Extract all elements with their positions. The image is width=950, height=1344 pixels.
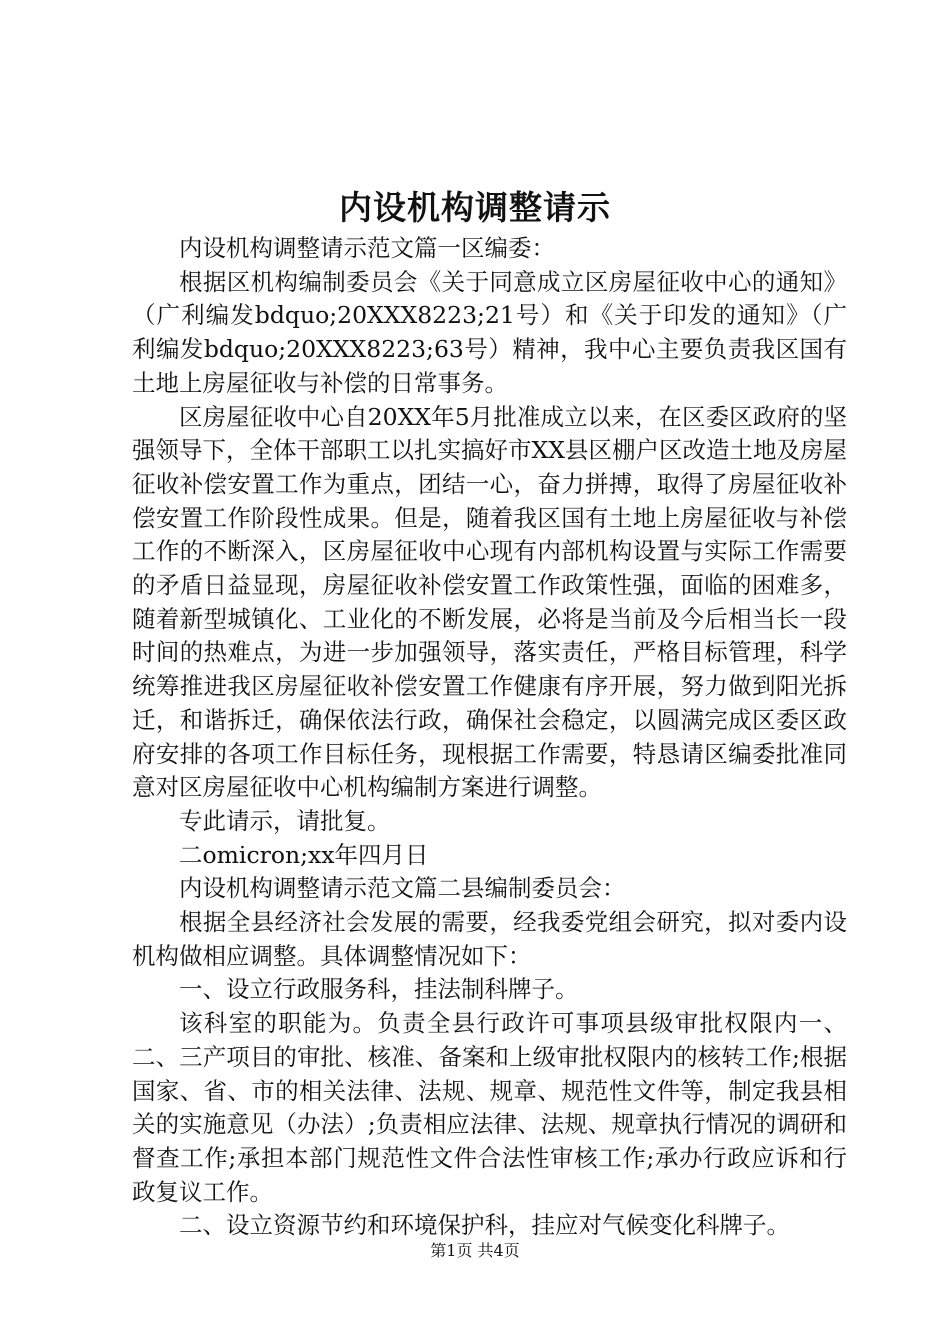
document-body — [132, 232, 847, 1243]
paragraph: 根据区机构编制委员会《关于同意成立区房屋征收中心的通知》（广利编发bdquo;20XXX8223;21号）和《关于印发的通知》（广利编发bdquo;20XXX8223;63号）精神，我中心主要负责我区国有土地上房屋征收与补偿的日常事务。 — [132, 267, 847, 397]
paragraph: 二、设立资源节约和环境保护科，挂应对气候变化科牌子。 — [179, 1211, 790, 1240]
paragraph: 一、设立行政服务科，挂法制科牌子。 — [179, 975, 579, 1004]
paragraph: 二omicron;xx年四月日 — [179, 840, 429, 869]
paragraph: 区房屋征收中心自20XX年5月批准成立以来，在区委区政府的坚强领导下，全体干部职工以扎实搞好市XX县区棚户区改造土地及房屋征收补偿安置工作为重点，团结一心，奋力拼搏，取得了房屋征收补偿安置工作阶段性成果。但是，随着我区国有土地上房屋征收与补偿工作的不断深入，区房屋征收中心现有内部机构设置与实际工作需要的矛盾日益显现，房屋征收补偿安置工作政策性强，面临的困难多，随着新型城镇化、工业化的不断发展，必将是当前及今后相当长一段时间的热难点，为进一步加强领导，落实责任，严格目标管理，科学统筹推进我区房屋征收补偿安置工作健康有序开展，努力做到阳光拆迁，和谐拆迁，确保依法行政，确保社会稳定，以圆满完成区委区政府安排的各项工作目标任务，现根据工作需要，特恳请区编委批准同意对区房屋征收中心机构编制方案进行调整。 — [132, 402, 847, 802]
paragraph: 内设机构调整请示范文篇二县编制委员会： — [179, 874, 626, 903]
document-title: 内设机构调整请示 — [339, 188, 611, 227]
paragraph: 该科室的职能为。负责全县行政许可事项县级审批权限内一、二、三产项目的审批、核准、备案和上级审批权限内的核转工作;根据国家、省、市的相关法律、法规、规章、规范性文件等，制定我县相关的实施意见（办法）;负责相应法律、法规、规章执行情况的调研和督查工作;承担本部门规范性文件合法性审核工作;承办行政应诉和行政复议工作。 — [132, 1009, 847, 1206]
paragraph: 内设机构调整请示范文篇一区编委： — [179, 234, 555, 262]
paragraph: 专此请示，请批复。 — [179, 806, 391, 835]
page-footer: 第1页 共4页 — [430, 1241, 520, 1260]
paragraph: 根据全县经济社会发展的需要，经我委党组会研究，拟对委内设机构做相应调整。具体调整情况如下： — [132, 908, 847, 970]
